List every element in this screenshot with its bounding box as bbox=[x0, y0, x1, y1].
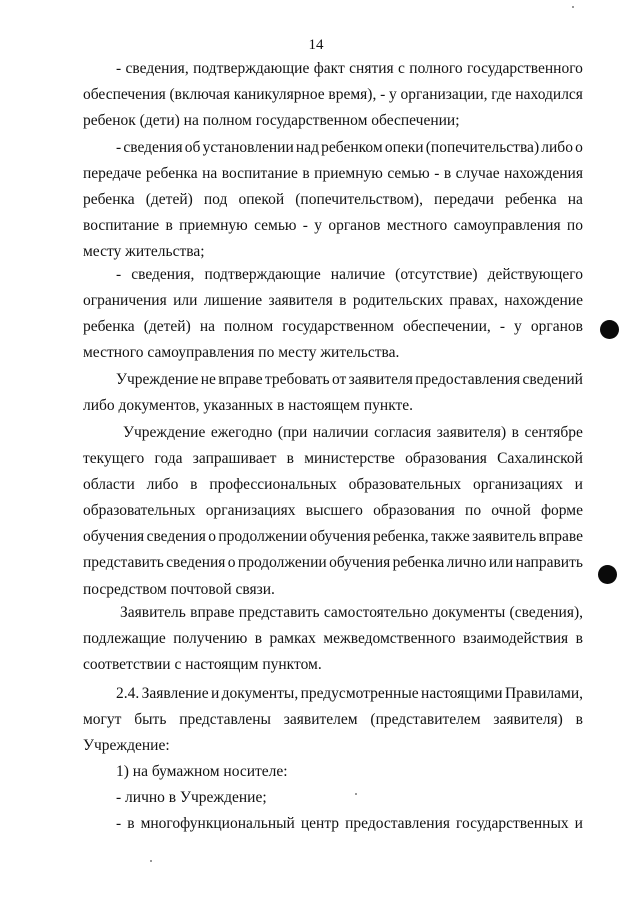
word: семью bbox=[254, 217, 297, 235]
word: полного bbox=[409, 60, 463, 77]
word: органов bbox=[328, 217, 381, 235]
word: документы, bbox=[221, 685, 299, 702]
word: в bbox=[302, 165, 310, 183]
word: ребенком bbox=[321, 139, 383, 156]
word: форме bbox=[540, 502, 583, 520]
list-item: - лично в Учреждение; bbox=[116, 789, 267, 807]
word: (при bbox=[277, 424, 308, 441]
word: по bbox=[566, 217, 583, 235]
word: наличии bbox=[312, 424, 369, 441]
word: высшего bbox=[305, 502, 363, 520]
submission-methods-list bbox=[83, 759, 583, 837]
word: Правилами, bbox=[504, 685, 583, 702]
word: приемную bbox=[314, 165, 383, 183]
word: в bbox=[165, 217, 173, 235]
scan-speck bbox=[572, 6, 574, 8]
word: воспитание bbox=[221, 165, 298, 183]
word: центр bbox=[300, 815, 340, 833]
text-line: месту жительства; bbox=[83, 243, 205, 261]
text-line bbox=[83, 135, 583, 161]
paragraph-section-2-4 bbox=[83, 681, 583, 759]
word: обеспечении, bbox=[402, 318, 491, 336]
word: - bbox=[116, 266, 122, 283]
word: приемную bbox=[179, 217, 248, 235]
word: организации, bbox=[400, 86, 488, 104]
word: организациях bbox=[205, 502, 296, 520]
word: передаче bbox=[83, 165, 142, 183]
word: представить bbox=[83, 554, 164, 572]
word: ежегодно bbox=[210, 424, 273, 441]
word: многофункциональный bbox=[140, 815, 295, 833]
word: могут bbox=[83, 711, 122, 729]
word: передачи bbox=[434, 191, 494, 209]
word: время), bbox=[328, 86, 377, 104]
word: каникулярное bbox=[233, 86, 325, 104]
word: взаимодействия bbox=[463, 630, 569, 648]
word: на bbox=[202, 165, 218, 183]
text-line bbox=[83, 187, 583, 213]
word: самоуправления bbox=[453, 217, 561, 235]
word: (детей) bbox=[145, 191, 193, 209]
word: воспитание bbox=[83, 217, 160, 235]
word: местного bbox=[386, 217, 448, 235]
word: самостоятельно bbox=[323, 604, 429, 621]
text-line bbox=[83, 56, 583, 82]
word: у bbox=[388, 86, 397, 104]
word: (включая bbox=[169, 86, 231, 104]
text-line bbox=[83, 550, 583, 576]
text-line bbox=[83, 472, 583, 498]
word: и bbox=[210, 685, 220, 702]
word: у bbox=[314, 217, 323, 235]
text-line: Учреждение: bbox=[83, 737, 170, 755]
word: в bbox=[575, 711, 583, 729]
word: от bbox=[331, 371, 347, 388]
word: обучения bbox=[83, 528, 145, 546]
word: государственных bbox=[456, 815, 569, 833]
word: нахождение bbox=[504, 292, 583, 310]
text-line bbox=[83, 446, 583, 472]
punch-hole-mark bbox=[598, 565, 617, 584]
word: запрашивает bbox=[192, 450, 277, 468]
word: направить bbox=[515, 554, 583, 572]
word: факт bbox=[313, 60, 345, 77]
word: снятия bbox=[349, 60, 394, 77]
word: представить bbox=[238, 604, 320, 621]
word: заявителем bbox=[283, 711, 358, 729]
word: находился bbox=[515, 86, 583, 104]
word: образования bbox=[405, 450, 487, 468]
word: государственном bbox=[282, 318, 394, 336]
word: Учреждение bbox=[123, 424, 206, 441]
text-line bbox=[83, 600, 583, 626]
list-item bbox=[83, 811, 583, 837]
text-line: местного самоуправления по месту жительства. bbox=[83, 344, 400, 362]
word: - bbox=[380, 86, 386, 104]
text-line: посредством почтовой связи. bbox=[83, 580, 275, 598]
word: (отсутствие) bbox=[395, 266, 478, 283]
word: правах, bbox=[449, 292, 498, 310]
word: лично bbox=[446, 554, 487, 572]
word: в bbox=[443, 165, 452, 183]
word: получению bbox=[173, 630, 248, 648]
paragraph-no-right-to-demand bbox=[83, 367, 583, 419]
word: - bbox=[302, 217, 308, 235]
word: опекой bbox=[238, 191, 285, 209]
list-item: 1) на бумажном носителе: bbox=[116, 763, 288, 780]
word: образовательных bbox=[83, 502, 196, 520]
paragraph-removal-from-state-support bbox=[83, 56, 583, 134]
word: (попечительством), bbox=[295, 191, 423, 209]
word: сведения bbox=[123, 139, 183, 156]
word: рамках bbox=[269, 630, 316, 648]
text-line: либо документов, указанных в настоящем пункте. bbox=[83, 397, 414, 415]
text-line bbox=[83, 213, 583, 239]
word: органов bbox=[530, 318, 583, 336]
word: предусмотренные bbox=[300, 685, 419, 702]
word: текущего bbox=[83, 450, 145, 468]
word: на bbox=[199, 318, 215, 336]
word: вправе bbox=[538, 528, 583, 546]
paragraph-parental-rights-info bbox=[83, 262, 583, 366]
word: предоставления bbox=[415, 371, 521, 388]
word: заявитель bbox=[472, 528, 537, 546]
word: Заявитель bbox=[120, 604, 186, 621]
word: нахождения bbox=[504, 165, 583, 183]
word: (представителем bbox=[370, 711, 481, 729]
word: документы bbox=[432, 604, 506, 621]
word: - bbox=[499, 318, 505, 336]
word: полном bbox=[224, 318, 274, 336]
word: в bbox=[575, 630, 583, 648]
word: и bbox=[574, 476, 583, 494]
word: заявителя bbox=[348, 371, 413, 388]
word: ребенка bbox=[392, 554, 445, 572]
word: согласия bbox=[374, 424, 432, 441]
word: - bbox=[116, 815, 122, 833]
text-line bbox=[83, 314, 583, 340]
punch-hole-mark bbox=[600, 320, 619, 339]
text-line bbox=[83, 288, 583, 314]
word: Сахалинской bbox=[497, 450, 583, 468]
word: обучения bbox=[309, 528, 371, 546]
word: - bbox=[116, 60, 122, 77]
text-line bbox=[83, 707, 583, 733]
word: подтверждающие bbox=[204, 266, 321, 283]
word: о bbox=[575, 139, 583, 156]
word: где bbox=[491, 86, 512, 104]
text-line bbox=[83, 82, 583, 108]
text-line bbox=[83, 498, 583, 524]
word: об bbox=[184, 139, 201, 156]
word: профессиональных bbox=[209, 476, 337, 494]
word: - bbox=[116, 139, 122, 156]
word: сентябре bbox=[524, 424, 583, 441]
word: случае bbox=[455, 165, 500, 183]
word: лишение bbox=[203, 292, 263, 310]
word: подлежащие bbox=[83, 630, 166, 648]
word: опеки bbox=[384, 139, 424, 156]
scan-speck bbox=[150, 860, 152, 862]
text-line bbox=[83, 681, 583, 707]
text-line bbox=[83, 626, 583, 652]
word: ребенка bbox=[145, 165, 198, 183]
word: очной bbox=[491, 502, 531, 520]
word: сведения bbox=[166, 554, 226, 572]
word: у bbox=[514, 318, 522, 336]
word: над bbox=[295, 139, 319, 156]
word: требовать bbox=[264, 371, 330, 388]
word: о bbox=[227, 554, 236, 572]
word: - bbox=[434, 165, 440, 183]
word: подтверждающие bbox=[193, 60, 310, 77]
word: в bbox=[254, 630, 263, 648]
word: 2.4. bbox=[116, 685, 140, 702]
word: образовательных bbox=[348, 476, 462, 494]
paragraph-annual-request bbox=[83, 420, 583, 603]
word: либо bbox=[146, 476, 179, 494]
paragraph-applicant-may-submit bbox=[83, 600, 583, 678]
word: заявителя) bbox=[493, 711, 563, 729]
word: вправе bbox=[190, 604, 235, 621]
word: Заявление bbox=[141, 685, 209, 702]
word: родительских bbox=[352, 292, 444, 310]
word: государственного bbox=[467, 60, 583, 77]
scan-speck bbox=[355, 793, 357, 795]
word: сведения bbox=[146, 528, 206, 546]
word: ребенка, bbox=[373, 528, 429, 546]
word: ограничения bbox=[83, 292, 167, 310]
word: образования bbox=[373, 502, 455, 520]
word: ребенка bbox=[504, 191, 557, 209]
word: в bbox=[190, 476, 198, 494]
word: под bbox=[203, 191, 228, 209]
word: обеспечения bbox=[83, 86, 166, 104]
word: по bbox=[465, 502, 482, 520]
word: в bbox=[127, 815, 135, 833]
paragraph-guardianship-info bbox=[83, 135, 583, 265]
word: в bbox=[339, 292, 347, 310]
page-number: 14 bbox=[308, 37, 324, 53]
word: и bbox=[574, 815, 583, 833]
word: вправе bbox=[218, 371, 263, 388]
word: заявителя) bbox=[436, 424, 507, 441]
word: (сведения), bbox=[509, 604, 583, 621]
word: сведений bbox=[522, 371, 583, 388]
word: (попечительства) bbox=[425, 139, 540, 156]
word: заявителя bbox=[268, 292, 333, 310]
word: ребенка bbox=[83, 318, 135, 336]
word: Учреждение bbox=[116, 371, 199, 388]
word: семью bbox=[387, 165, 430, 183]
word: года bbox=[154, 450, 183, 468]
text-line: ребенок (дети) на полном государственном обеспечении; bbox=[83, 112, 460, 130]
word: ребенка bbox=[83, 191, 135, 209]
word: обучения bbox=[329, 554, 391, 572]
word: либо bbox=[541, 139, 573, 156]
word: министерстве bbox=[304, 450, 395, 468]
word: продолжении bbox=[218, 528, 308, 546]
word: о bbox=[208, 528, 216, 546]
word: не bbox=[200, 371, 216, 388]
word: межведомственного bbox=[323, 630, 456, 648]
word: области bbox=[83, 476, 135, 494]
word: организациях bbox=[473, 476, 563, 494]
text-line bbox=[83, 262, 583, 288]
word: наличие bbox=[330, 266, 386, 283]
word: в bbox=[511, 424, 519, 441]
word: в bbox=[286, 450, 294, 468]
word: предоставления bbox=[345, 815, 451, 833]
word: с bbox=[398, 60, 405, 77]
text-line bbox=[83, 367, 583, 393]
word: быть bbox=[134, 711, 167, 729]
text-line: соответствии с настоящим пунктом. bbox=[83, 656, 322, 674]
word: или bbox=[173, 292, 198, 310]
word: представлены bbox=[179, 711, 271, 729]
text-line bbox=[83, 524, 583, 550]
word: или bbox=[488, 554, 514, 572]
word: действующего bbox=[487, 266, 583, 283]
word: продолжении bbox=[237, 554, 327, 572]
text-line bbox=[83, 420, 583, 446]
text-line bbox=[83, 161, 583, 187]
word: сведения, bbox=[125, 60, 189, 77]
word: на bbox=[567, 191, 583, 209]
word: установлении bbox=[202, 139, 294, 156]
word: также bbox=[430, 528, 470, 546]
word: сведения, bbox=[131, 266, 195, 283]
word: настоящими bbox=[421, 685, 503, 702]
word: (детей) bbox=[143, 318, 191, 336]
